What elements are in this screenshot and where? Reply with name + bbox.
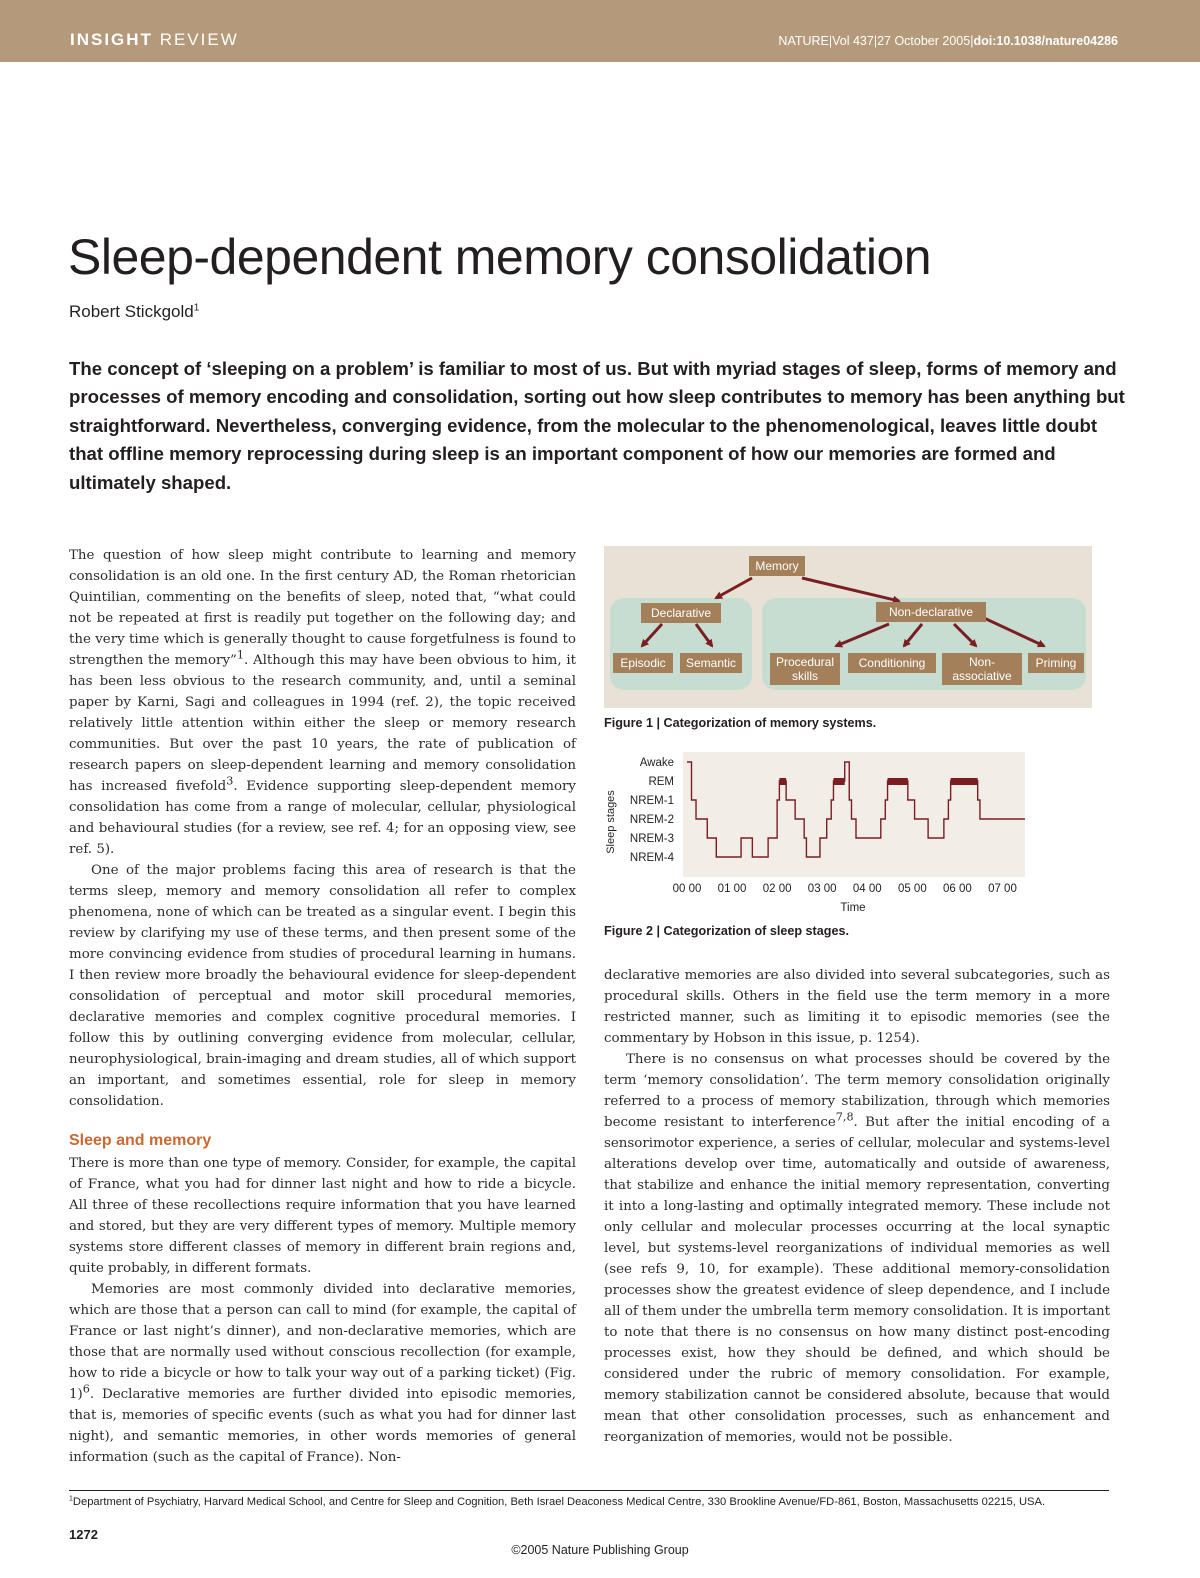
node-procedural-label-1: Procedural (775, 655, 835, 669)
figure-1-memory-systems (604, 546, 1092, 708)
paragraph-consolidation: There is no consensus on what processes should be covered by the term ‘memory consolidation’. The term memory consolidation originally referred to a process of memory stabilization, through which memories become resistant to interference$^{7,8}$. But after the initial encoding of a sensorimotor experience, a series of cellular, molecular and systems-level alterations develop over time, automatically and outside of awareness, that stabilize and enhance the initial memory representation, converting it into a long-lasting and optimally integrated memory. These include not only cellular and molecular processes occurring at the local synaptic level, but systems-level reorganizations of individual memories as well (see refs 9, 10, for example). These additional memory-consolidation processes show the greatest evidence of sleep dependence, and I include all of them under the umbrella term memory consolidation. It is important to note that there is no consensus on how many distinct post-encoding processes exist, how they should be defined, and which should be considered under the rubric of memory consolidation. For example, memory stabilization cannot be considered absolute, because that would mean that other consolidation processes, such as enhancement and reorganization of memories, would not be possible. (604, 1052, 1111, 1445)
paragraph-memory-types: There is more than one type of memory. Consider, for example, the capital of France, what you had for dinner last night and how to ride a bicycle. All three of these recollections require information that you have learned and stored, but they are very different types of memory. Multiple memory systems store different classes of memory in different brain regions and, quite probably, in different formats. (69, 1156, 576, 1276)
y-tick-label: NREM-3 (629, 833, 674, 845)
section-heading: Sleep and memory (69, 1132, 212, 1149)
section-label-bold: INSIGHT (70, 30, 153, 49)
abstract: The concept of ‘sleeping on a problem’ is familiar to most of us. But with myriad stages of sleep, forms of memory and processes of memory encoding and consolidation, sorting out how sleep contributes to memory has been anything but straightforward. Nevertheless, converging evidence, from the molecular to the phenomenological, leaves little doubt that offline memory reprocessing during sleep is an important component of how our memories are formed and ultimately shaped. (69, 358, 1125, 493)
node-non-declarative-label: Non-declarative (888, 605, 974, 619)
paragraph-overview: One of the major problems facing this area of research is that the terms sleep, memory and memory consolidation all refer to complex phenomena, none of which can be treated as a singular event. I begin this review by clarifying my use of these terms, and then present some of the more convincing evidence from studies of procedural learning in humans. I then review more broadly the behavioural evidence for sleep-dependent consolidation of perceptual and motor skill procedural memories, declarative memories and complex cognitive procedural memories. I follow this by outlining converging evidence from molecular, cellular, neurophysiological, brain-imaging and dream studies, all of which support an important, and sometimes essential, role for sleep in memory consolidation. (69, 863, 576, 1109)
x-tick-label: 00 00 (672, 883, 702, 895)
journal-citation (778, 34, 1118, 48)
affiliation-mark: 1 (193, 302, 200, 314)
section-label-rest: REVIEW (159, 30, 239, 49)
node-conditioning-label: Conditioning (858, 656, 926, 670)
citation-text: NATURE|Vol 437|27 October 2005| (778, 34, 974, 48)
x-tick-label: 03 00 (807, 883, 837, 895)
node-procedural-label-2: skills (792, 669, 818, 683)
memory-tree-diagram (604, 546, 1092, 708)
section-label (70, 30, 239, 50)
affiliation-footnote: $^1$Department of Psychiatry, Harvard Medical School, and Centre for Sleep and Cognition, Beth Israel Deaconess Medical Centre, 330 Brookline Avenue/FD-861, Boston, Massachusetts 02215, USA. (69, 1495, 1046, 1508)
x-tick-label: 05 00 (897, 883, 927, 895)
figure-2-sleep-stages (600, 752, 1040, 917)
article-title: Sleep-dependent memory consolidation (68, 229, 932, 285)
node-episodic-label: Episodic (620, 656, 666, 670)
x-tick-label: 07 00 (988, 883, 1017, 895)
arrow-memory-declarative (716, 578, 752, 598)
paragraph-nondeclarative: declarative memories are also divided into several subcategories, such as procedural skills. Others in the field use the term memory in a more restricted manner, such as limiting it to episodic memories (see the commentary by Hobson in this issue, p. 1254). (604, 968, 1110, 1046)
footnote-mark: 1 (69, 1495, 73, 1503)
node-nonassoc-label-1: Non- (968, 655, 996, 669)
plot-background (683, 752, 1025, 877)
ref-citation[interactable]: 6 (82, 1382, 90, 1396)
node-semantic-label: Semantic (685, 656, 737, 670)
x-tick-label: 02 00 (762, 883, 792, 895)
footnote-divider (69, 1490, 1109, 1491)
node-declarative-label: Declarative (650, 606, 712, 620)
figure-2-caption: Figure 2 | Categorization of sleep stages. (604, 924, 849, 938)
y-tick-label: REM (648, 776, 674, 788)
y-tick-label: Awake (639, 757, 674, 769)
doi-link[interactable]: doi:10.1038/nature04286 (973, 34, 1118, 48)
y-tick-label: NREM-2 (629, 814, 674, 826)
x-tick-label: 04 00 (852, 883, 882, 895)
y-tick-label: NREM-4 (629, 852, 674, 864)
node-memory-label: Memory (755, 559, 799, 573)
header-banner (0, 0, 1200, 62)
x-tick-label: 06 00 (943, 883, 972, 895)
copyright-notice: ©2005 Nature Publishing Group (511, 1543, 689, 1557)
author-name: Robert Stickgold (69, 302, 194, 321)
paragraph-declarative: Memories are most commonly divided into declarative memories, which are those that a person can call to mind (for example, the capital of France or last night’s dinner), and non-declarative memories, which are those that are normally used without conscious recollection (for example, how to ride a bicycle or how to talk your way out of a parking ticket) (Fig. 1)$^6$. Declarative memories are further divided into episodic memories, that is, memories of specific events (such as what you had for dinner last night), and semantic memories, in other words memories of general information (such as the capital of France). Non- (69, 1282, 576, 1465)
hypnogram-chart (600, 752, 1040, 917)
y-axis-title: Sleep stages (605, 790, 617, 854)
x-axis-title: Time (840, 902, 866, 914)
node-nonassoc-label-2: associative (952, 669, 1012, 683)
x-tick-label: 01 00 (717, 883, 747, 895)
node-priming-label: Priming (1035, 656, 1077, 670)
right-column (604, 965, 1110, 1448)
author-line (69, 302, 199, 322)
figure-1-caption: Figure 1 | Categorization of memory systems. (604, 716, 877, 730)
ref-citation[interactable]: 1 (236, 648, 244, 662)
arrow-memory-nondeclarative (802, 578, 899, 601)
y-tick-label: NREM-1 (629, 795, 674, 807)
ref-citation[interactable]: 3 (226, 774, 234, 788)
page-number: 1272 (69, 1527, 98, 1542)
ref-citation[interactable]: 7,8 (835, 1110, 854, 1124)
left-column (69, 545, 576, 1468)
paragraph-intro: The question of how sleep might contribute to learning and memory consolidation is an old one. In the first century AD, the Roman rhetorician Quintilian, commenting on the benefits of sleep, noted that, “what could not be repeated at first is readily put together on the following day; and the very time which is generally thought to cause forgetfulness is found to strengthen the memory”$^1$. Although this may have been obvious to him, it has been less obvious to the research community, and, until a seminal paper by Karni, Sagi and colleagues in 1994 (ref. 2), the topic received relatively little attention within either the sleep or memory research communities. But over the past 10 years, the rate of publication of research papers on sleep-dependent learning and memory consolidation has increased fivefold$^3$. Evidence supporting sleep-dependent memory consolidation has come from a range of molecular, cellular, physiological and behavioural studies (for a review, see ref. 4; for an opposing view, see ref. 5). (69, 548, 576, 857)
